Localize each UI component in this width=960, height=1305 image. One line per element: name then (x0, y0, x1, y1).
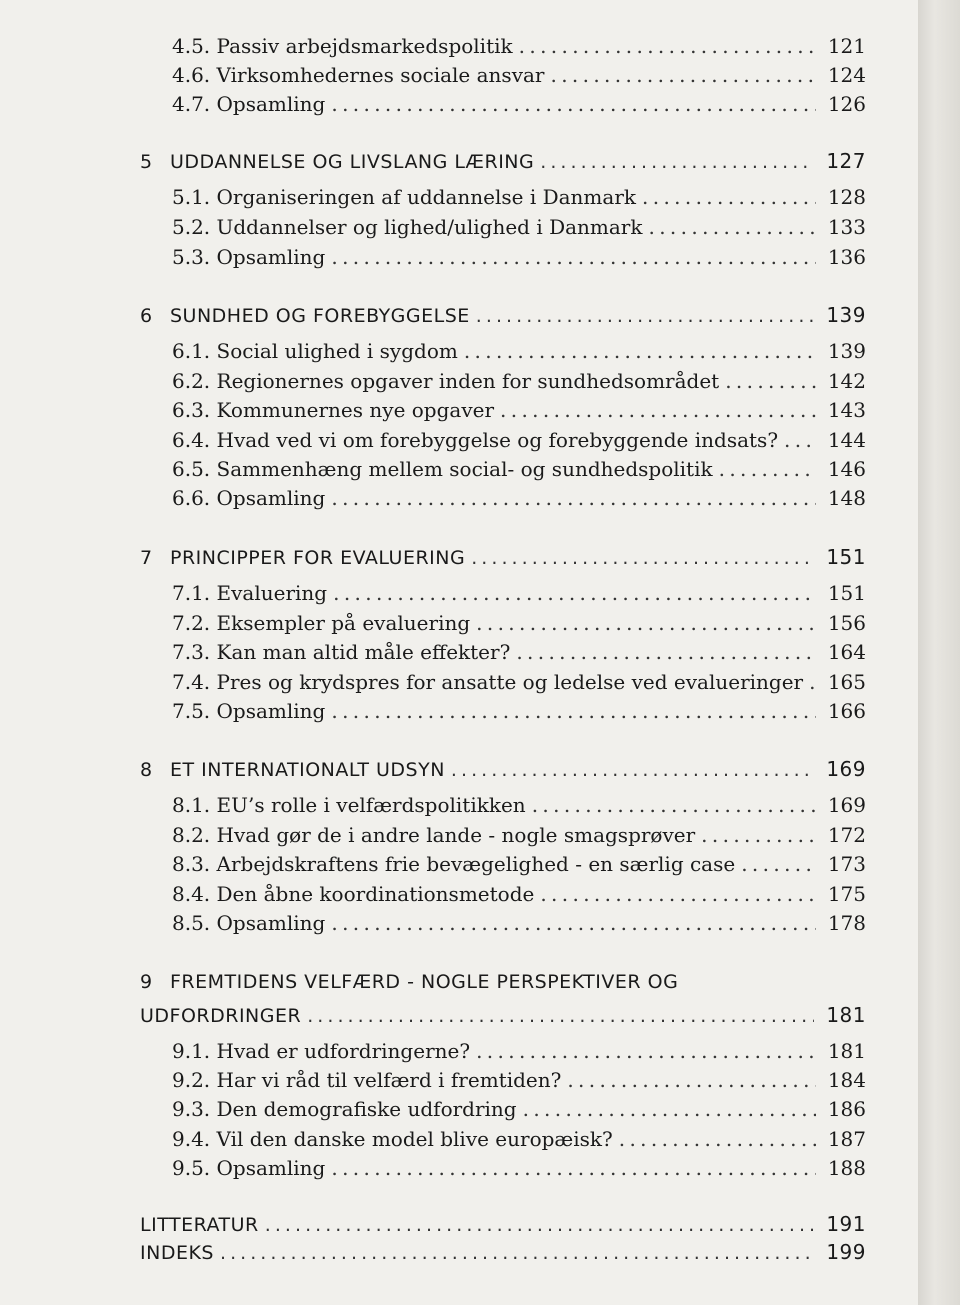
toc-page-number: 143 (827, 398, 866, 422)
toc-entry-4-6 (172, 63, 866, 87)
toc-page-number: 127 (826, 149, 866, 173)
dot-leader (333, 581, 816, 605)
dot-leader (741, 852, 816, 876)
dot-leader (464, 339, 816, 363)
toc-chapter-9 (140, 1003, 866, 1027)
toc-entry-7-5 (172, 699, 866, 723)
toc-entry-6-2 (172, 369, 866, 393)
toc-entry-title: 9.5. Opsamling (172, 1156, 326, 1180)
toc-page-number: 156 (827, 611, 866, 635)
toc-entry-8-4 (172, 882, 866, 906)
toc-entry-title: 9.2. Har vi råd til velfærd i fremtiden? (172, 1068, 562, 1092)
chapter-number: 9 (140, 971, 153, 993)
toc-page-number: 133 (827, 215, 866, 239)
chapter-number: 6 (140, 305, 153, 327)
chapter-title: UDDANNELSE OG LIVSLANG LÆRING (170, 151, 535, 173)
dot-leader (701, 823, 816, 847)
toc-entry-9-5 (172, 1156, 866, 1180)
dot-leader (331, 92, 815, 116)
toc-entry-9-4 (172, 1127, 866, 1151)
toc-entry-6-5 (172, 457, 866, 481)
dot-leader (471, 547, 814, 569)
toc-page-number: 144 (827, 428, 866, 452)
toc-chapter-5 (140, 149, 866, 173)
toc-entry-7-4 (172, 670, 866, 694)
toc-entry-8-1 (172, 793, 866, 817)
toc-page-number: 199 (826, 1240, 866, 1264)
toc-chapter-7 (140, 545, 866, 569)
toc-entry-8-3 (172, 852, 866, 876)
dot-leader (719, 457, 816, 481)
dot-leader (331, 1156, 815, 1180)
toc-page-number: 166 (827, 699, 866, 723)
dot-leader (519, 34, 816, 58)
toc-entry-9-2 (172, 1068, 866, 1092)
section-title: INDEKS (140, 1242, 214, 1264)
toc-entry-title: 7.4. Pres og krydspres for ansatte og ledelse ved evalueringer (172, 670, 804, 694)
toc-entry-7-2 (172, 611, 866, 635)
toc-entry-5-1 (172, 185, 866, 209)
page-edge (918, 0, 960, 1305)
toc-entry-8-5 (172, 911, 866, 935)
toc-page-number: 186 (827, 1097, 866, 1121)
toc-entry-title: 8.2. Hvad gør de i andre lande - nogle smagsprøver (172, 823, 696, 847)
toc-page-number: 139 (827, 339, 866, 363)
dot-leader (809, 670, 816, 694)
toc-page-number: 126 (827, 92, 866, 116)
toc-page-number: 124 (827, 63, 866, 87)
toc-entry-9-3 (172, 1097, 866, 1121)
toc-entry-title: 4.7. Opsamling (172, 92, 326, 116)
toc-entry-title: 5.2. Uddannelser og lighed/ulighed i Danmark (172, 215, 643, 239)
dot-leader (331, 699, 815, 723)
toc-page-number: 181 (827, 1039, 866, 1063)
dot-leader (331, 245, 815, 269)
dot-leader (476, 611, 816, 635)
toc-entry-6-3 (172, 398, 866, 422)
toc-entry-title: 7.1. Evaluering (172, 581, 328, 605)
toc-page-number: 136 (827, 245, 866, 269)
toc-entry-title: 6.2. Regionernes opgaver inden for sundhedsområdet (172, 369, 720, 393)
toc-page-number: 188 (827, 1156, 866, 1180)
dot-leader (725, 369, 816, 393)
toc-entry-6-6 (172, 486, 866, 510)
chapter-number: 7 (140, 547, 153, 569)
dot-leader (500, 398, 816, 422)
toc-entry-title: 6.4. Hvad ved vi om forebyggelse og forebyggende indsats? (172, 428, 779, 452)
toc-litteratur (140, 1212, 866, 1236)
dot-leader (220, 1242, 814, 1264)
dot-leader (619, 1127, 816, 1151)
toc-entry-title: 8.3. Arbejdskraftens frie bevægelighed - en særlig case (172, 852, 736, 876)
dot-leader (476, 305, 815, 327)
chapter-title: PRINCIPPER FOR EVALUERING (170, 547, 466, 569)
chapter-title-line2: UDFORDRINGER (140, 1005, 302, 1027)
toc-page-number: 178 (827, 911, 866, 935)
toc-entry-title: 4.5. Passiv arbejdsmarkedspolitik (172, 34, 513, 58)
dot-leader (307, 1005, 814, 1027)
toc-page-number: 181 (826, 1003, 866, 1027)
dot-leader (265, 1214, 815, 1236)
dot-leader (784, 428, 816, 452)
toc-entry-8-2 (172, 823, 866, 847)
toc-entry-title: 8.5. Opsamling (172, 911, 326, 935)
toc-entry-title: 6.6. Opsamling (172, 486, 326, 510)
toc-page-number: 169 (826, 757, 866, 781)
chapter-title: ET INTERNATIONALT UDSYN (170, 759, 445, 781)
dot-leader (649, 215, 816, 239)
toc-entry-title: 9.3. Den demografiske udfordring (172, 1097, 517, 1121)
toc-entry-title: 9.1. Hvad er udfordringerne? (172, 1039, 471, 1063)
toc-entry-7-1 (172, 581, 866, 605)
toc-page-number: 172 (827, 823, 866, 847)
toc-entry-title: 9.4. Vil den danske model blive europæisk? (172, 1127, 613, 1151)
dot-leader (476, 1039, 816, 1063)
toc-page-number: 128 (827, 185, 866, 209)
toc-entry-title: 8.4. Den åbne koordinationsmetode (172, 882, 535, 906)
toc-entry-6-1 (172, 339, 866, 363)
toc-entry-4-7 (172, 92, 866, 116)
toc-indeks (140, 1240, 866, 1264)
toc-entry-title: 7.2. Eksempler på evaluering (172, 611, 471, 635)
toc-page-number: 191 (826, 1212, 866, 1236)
toc-entry-6-4 (172, 428, 866, 452)
toc-page-number: 121 (827, 34, 866, 58)
dot-leader (516, 640, 816, 664)
dot-leader (567, 1068, 815, 1092)
dot-leader (331, 486, 815, 510)
toc-page-number: 146 (827, 457, 866, 481)
chapter-title-line1: FREMTIDENS VELFÆRD - NOGLE PERSPEKTIVER OG (170, 971, 679, 993)
toc-entry-title: 4.6. Virksomhedernes sociale ansvar (172, 63, 545, 87)
toc-page-number: 165 (827, 670, 866, 694)
toc-page-number: 148 (827, 486, 866, 510)
toc-entry-4-5 (172, 34, 866, 58)
toc-page-number: 142 (827, 369, 866, 393)
toc-chapter-8 (140, 757, 866, 781)
section-title: LITTERATUR (140, 1214, 259, 1236)
toc-chapter-9-heading (140, 971, 678, 993)
dot-leader (540, 882, 815, 906)
toc-chapter-6 (140, 303, 866, 327)
dot-leader (550, 63, 815, 87)
chapter-number: 5 (140, 151, 153, 173)
toc-entry-title: 5.1. Organiseringen af uddannelse i Danmark (172, 185, 637, 209)
toc-entry-7-3 (172, 640, 866, 664)
dot-leader (451, 759, 814, 781)
chapter-number: 8 (140, 759, 153, 781)
toc-entry-title: 7.5. Opsamling (172, 699, 326, 723)
toc-page-number: 169 (827, 793, 866, 817)
toc-entry-title: 8.1. EU’s rolle i velfærdspolitikken (172, 793, 526, 817)
dot-leader (642, 185, 816, 209)
toc-entry-title: 6.5. Sammenhæng mellem social- og sundhedspolitik (172, 457, 713, 481)
toc-page-number: 187 (827, 1127, 866, 1151)
chapter-title: SUNDHED OG FOREBYGGELSE (170, 305, 470, 327)
toc-page-number: 164 (827, 640, 866, 664)
toc-entry-title: 5.3. Opsamling (172, 245, 326, 269)
toc-page-number: 173 (827, 852, 866, 876)
dot-leader (331, 911, 815, 935)
toc-page-number: 151 (826, 545, 866, 569)
toc-entry-9-1 (172, 1039, 866, 1063)
toc-page-number: 139 (826, 303, 866, 327)
toc-entry-title: 6.1. Social ulighed i sygdom (172, 339, 458, 363)
dot-leader (540, 151, 814, 173)
toc-page-number: 184 (827, 1068, 866, 1092)
dot-leader (523, 1097, 816, 1121)
toc-page-number: 175 (827, 882, 866, 906)
toc-entry-title: 7.3. Kan man altid måle effekter? (172, 640, 511, 664)
dot-leader (532, 793, 816, 817)
toc-entry-5-3 (172, 245, 866, 269)
toc-entry-5-2 (172, 215, 866, 239)
toc-page-number: 151 (827, 581, 866, 605)
toc-entry-title: 6.3. Kommunernes nye opgaver (172, 398, 495, 422)
